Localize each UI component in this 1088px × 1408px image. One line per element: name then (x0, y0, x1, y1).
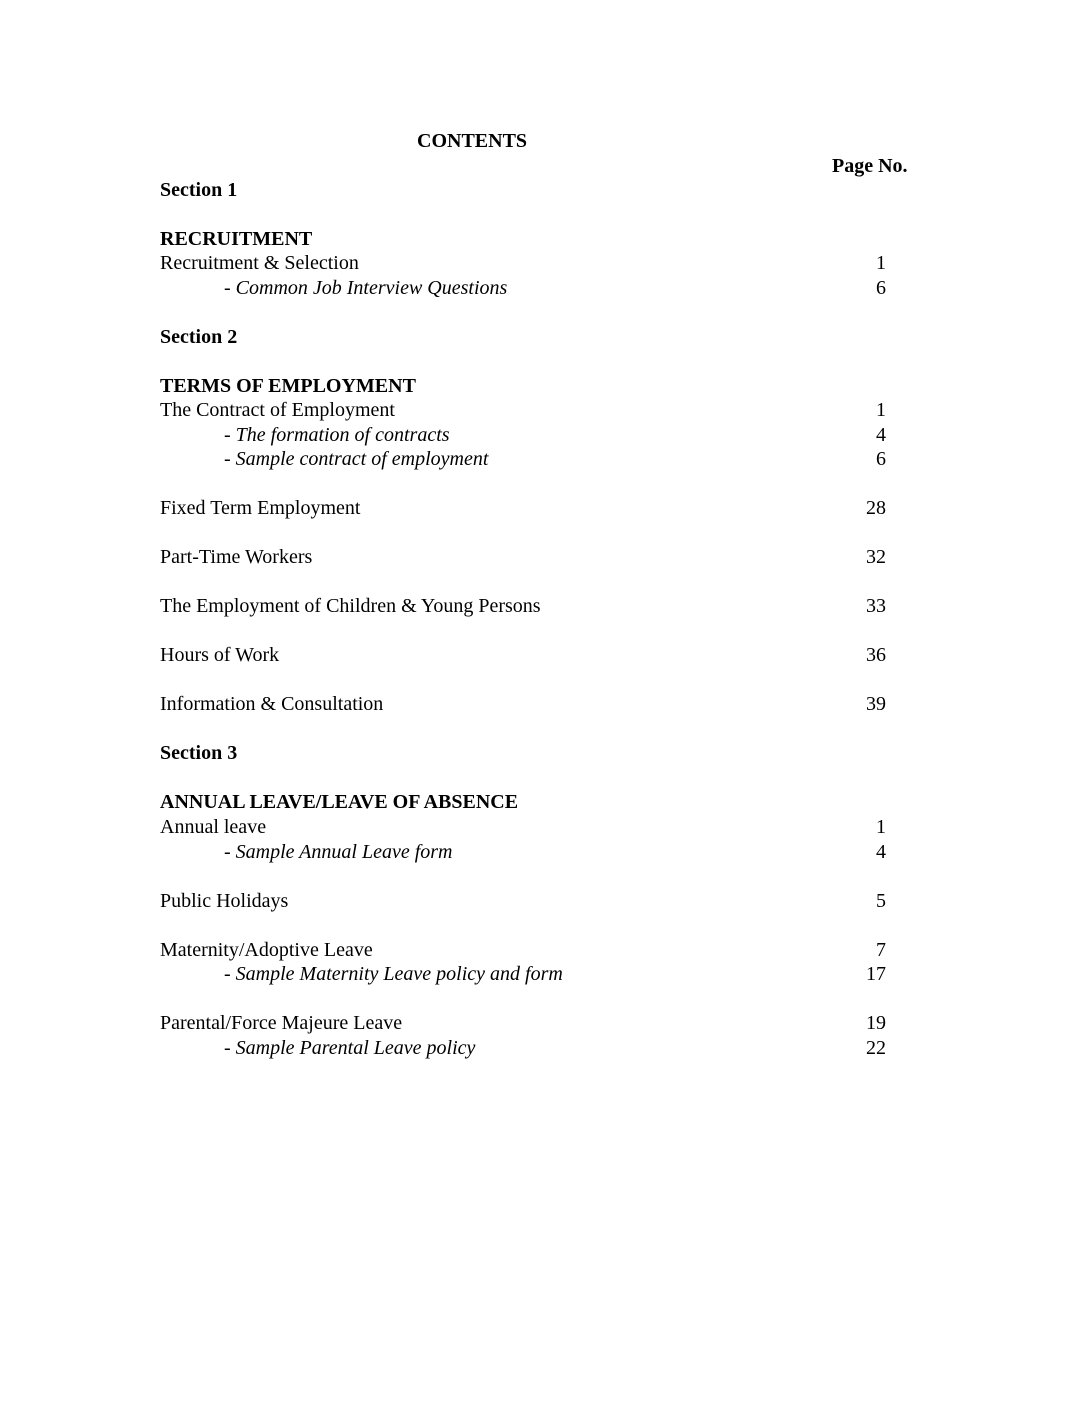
toc-page-number: 17 (866, 963, 886, 985)
toc-page-number: 22 (866, 1037, 886, 1059)
section-heading: TERMS OF EMPLOYMENT (160, 375, 416, 397)
toc-entry: Parental/Force Majeure Leave (160, 1012, 403, 1034)
section-heading: ANNUAL LEAVE/LEAVE OF ABSENCE (160, 791, 519, 813)
section-label: Section 1 (160, 179, 238, 201)
toc-page-number: 33 (866, 595, 886, 617)
toc-entry: Public Holidays (160, 890, 289, 912)
section-heading: RECRUITMENT (160, 228, 313, 250)
toc-page-number: 1 (876, 252, 886, 274)
toc-subentry: - Sample Maternity Leave policy and form (224, 963, 563, 985)
page-number-column-header: Page No. (832, 155, 908, 177)
toc-page-number: 39 (866, 693, 886, 715)
toc-page-number: 32 (866, 546, 886, 568)
toc-page-number: 28 (866, 497, 886, 519)
toc-subentry: - The formation of contracts (224, 424, 450, 446)
toc-entry: Part-Time Workers (160, 546, 313, 568)
toc-entry: The Employment of Children & Young Persons (160, 595, 541, 617)
toc-entry: The Contract of Employment (160, 399, 395, 421)
toc-entry: Recruitment & Selection (160, 252, 359, 274)
toc-page-number: 19 (866, 1012, 886, 1034)
toc-page-number: 6 (876, 277, 886, 299)
toc-page-number: 7 (876, 939, 886, 961)
toc-entry: Hours of Work (160, 644, 280, 666)
page-title: CONTENTS (417, 130, 528, 152)
toc-subentry: - Sample contract of employment (224, 448, 489, 470)
toc-page-number: 1 (876, 816, 886, 838)
toc-page-number: 6 (876, 448, 886, 470)
toc-page-number: 4 (876, 424, 886, 446)
toc-page-number: 4 (876, 841, 886, 863)
toc-entry: Information & Consultation (160, 693, 384, 715)
toc-entry: Annual leave (160, 816, 267, 838)
toc-subentry: - Sample Annual Leave form (224, 841, 453, 863)
toc-subentry: - Sample Parental Leave policy (224, 1037, 476, 1059)
section-label: Section 3 (160, 742, 238, 764)
toc-subentry: - Common Job Interview Questions (224, 277, 508, 299)
section-label: Section 2 (160, 326, 238, 348)
toc-entry: Fixed Term Employment (160, 497, 361, 519)
toc-page-number: 1 (876, 399, 886, 421)
toc-page-number: 36 (866, 644, 886, 666)
toc-entry: Maternity/Adoptive Leave (160, 939, 373, 961)
toc-page-number: 5 (876, 890, 886, 912)
